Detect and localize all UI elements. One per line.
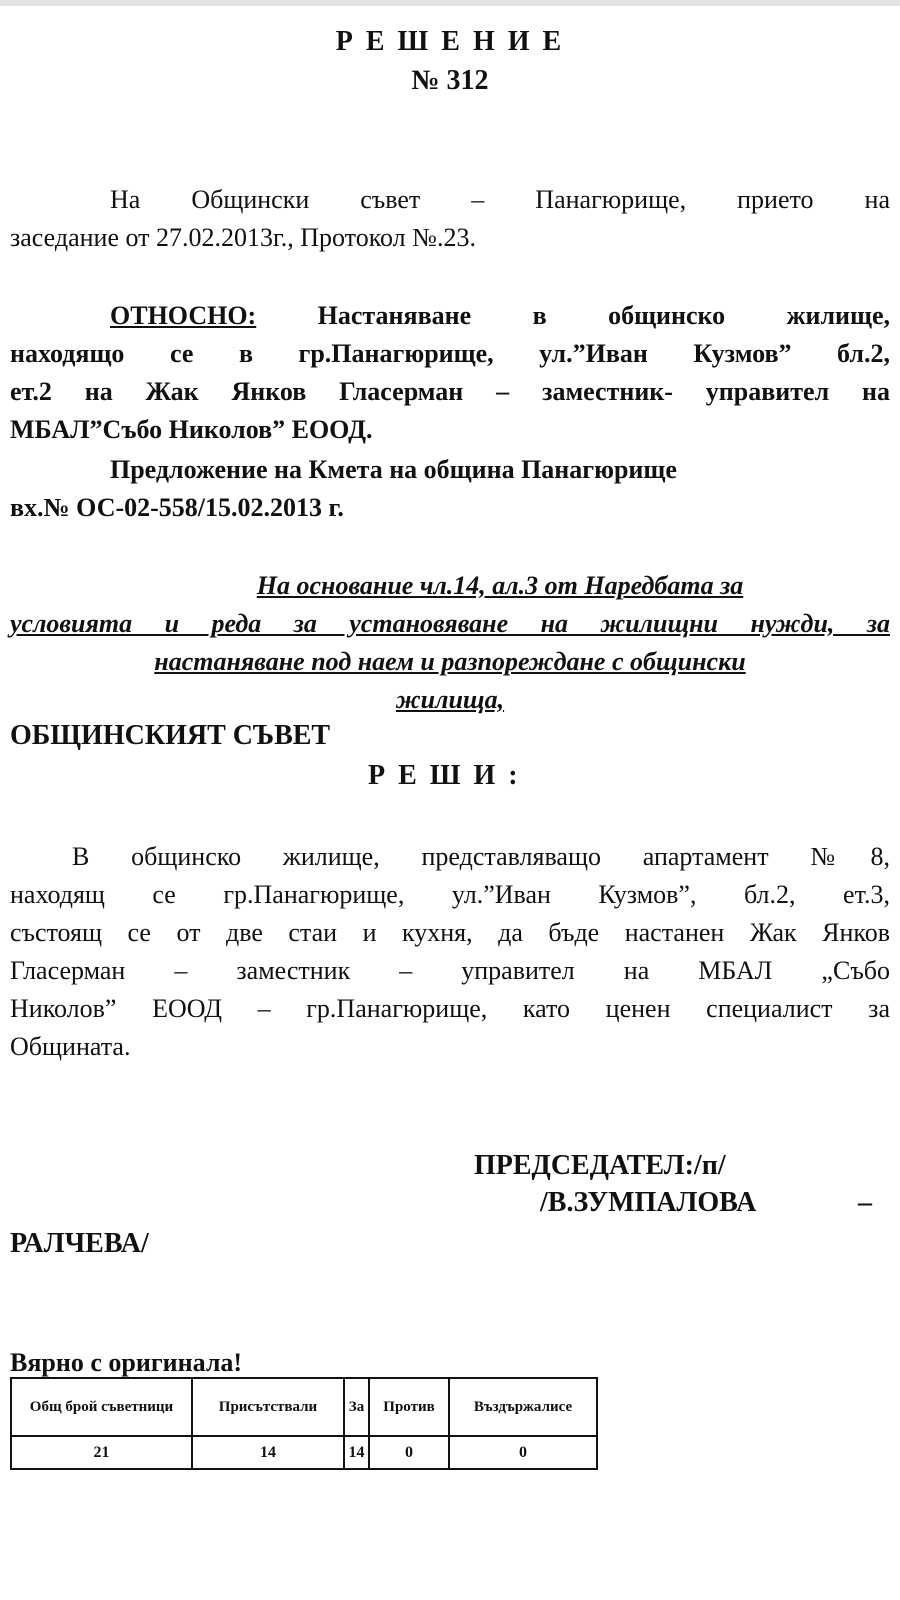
proposal-line-1: Предложение на Кмета на община Панагюрище (110, 455, 677, 484)
subject-line-1 (10, 297, 890, 335)
proposal-paragraph (10, 451, 890, 527)
decision-number: № 312 (411, 65, 489, 96)
value-against: 0 (369, 1436, 449, 1469)
decision-line-4: Гласерман – заместник – управител на МБАЛ „Събо (10, 956, 890, 985)
decides-heading: Р Е Ш И : (368, 760, 521, 791)
decision-line-1: В общинско жилище, представляващо апартамент №8, (72, 842, 890, 871)
council-heading: ОБЩИНСКИЯТ СЪВЕТ (10, 720, 331, 751)
intro-line-1: На Общински съвет – Панагюрище, прието на (110, 185, 890, 214)
value-present: 14 (192, 1436, 344, 1469)
chairman-title: ПРЕДСЕДАТЕЛ:/п/ (474, 1150, 726, 1181)
certified-copy-note: Вярно с оригинала! (10, 1348, 243, 1377)
header-for: За (344, 1378, 369, 1436)
header-total-councillors: Общ брой съветници (11, 1378, 192, 1436)
subject-text-1: Настаняване в общинско жилище, (317, 301, 891, 330)
subject-line-2: находящо се в гр.Панагюрище, ул.”Иван Кузмов” бл.2, (10, 339, 890, 368)
decision-paragraph (10, 838, 890, 1066)
value-abstained: 0 (449, 1436, 597, 1469)
votes-table-values-row (11, 1436, 597, 1469)
intro-paragraph (10, 181, 890, 257)
value-for: 14 (344, 1436, 369, 1469)
document-title: Р Е Ш Е Н И Е (335, 26, 565, 57)
subject-line-3: ет.2 на Жак Янков Гласерман – заместник- управител на (10, 377, 890, 406)
legal-basis-line-3: настаняване под наем и разпореждане с общински (154, 647, 746, 676)
votes-table (10, 1377, 598, 1470)
chairman-name-part2: РАЛЧЕВА/ (10, 1228, 149, 1259)
subject-paragraph (10, 297, 890, 449)
proposal-line-2: вх.№ ОС-02-558/15.02.2013 г. (10, 493, 344, 522)
value-total-councillors: 21 (11, 1436, 192, 1469)
header-present: Присътствали (192, 1378, 344, 1436)
legal-basis-line-2: условията и реда за установяване на жилищни нужди, за (10, 609, 890, 638)
top-border-line (0, 0, 900, 6)
intro-line-2: заседание от 27.02.2013г., Протокол №.23. (10, 223, 476, 252)
decision-line-3: състоящ се от две стаи и кухня, да бъде настанен Жак Янков (10, 918, 890, 947)
decision-line-6: Общината. (10, 1032, 131, 1061)
decision-line-2: находящ се гр.Панагюрище, ул.”Иван Кузмов”, бл.2, ет.3, (10, 880, 890, 909)
legal-basis-line-1: На основание чл.14, ал.3 от Наредбата за (256, 571, 744, 600)
legal-basis-paragraph (10, 567, 890, 719)
header-abstained: Въздържалисе (449, 1378, 597, 1436)
header-against: Против (369, 1378, 449, 1436)
decision-line-5: Николов” ЕООД – гр.Панагюрище, като ценен специалист за (10, 994, 890, 1023)
subject-line-4: МБАЛ”Събо Николов” ЕООД. (10, 415, 373, 444)
legal-basis-line-4: жилища, (395, 685, 505, 714)
chairman-name-part1: /В.ЗУМПАЛОВА (540, 1187, 757, 1218)
chairman-name-dash: – (858, 1187, 872, 1218)
votes-table-header-row (11, 1378, 597, 1436)
subject-label: ОТНОСНО: (110, 301, 257, 330)
